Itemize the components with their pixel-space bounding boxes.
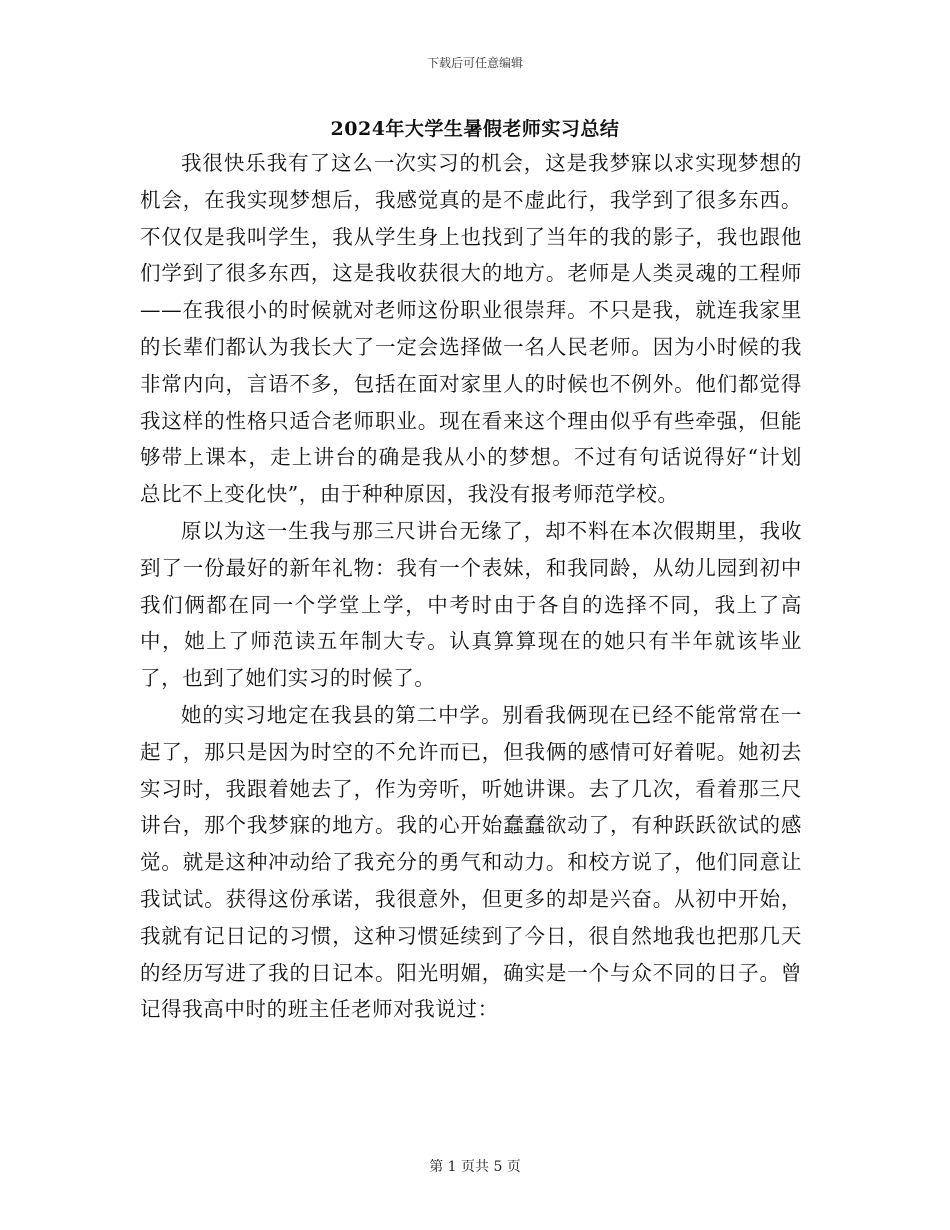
page-number: 第 1 页共 5 页 — [429, 1159, 521, 1175]
paragraph-1: 我很快乐我有了这么一次实习的机会，这是我梦寐以求实现梦想的机会，在我实现梦想后，我感觉真的是不虚此行，我学到了很多东西。不仅仅是我叫学生，我从学生身上也找到了当年的我的影子，我也跟他们学到了很多东西，这是我收获很大的地方。老师是人类灵魂的工程师——在我很小的时候就对老师这份职业很崇拜。不只是我，就连我家里的长辈们都认为我长大了一定会选择做一名人民老师。因为小时候的我非常内向，言语不多，包括在面对家里人的时候也不例外。他们都觉得我这样的性格只适合老师职业。现在看来这个理由似乎有些牵强，但能够带上课本，走上讲台的确是我从小的梦想。不过有句话说得好“计划总比不上变化快”，由于种种原因，我没有报考师范学校。 — [140, 151, 802, 507]
document-title: 2024年大学生暑假老师实习总结 — [330, 118, 620, 140]
paragraph-2: 原以为这一生我与那三尺讲台无缘了，却不料在本次假期里，我收到了一份最好的新年礼物：我有一个表妹，和我同龄，从幼儿园到初中我们俩都在同一个学堂上学，中考时由于各自的选择不同，我上了高中，她上了师范读五年制大专。认真算算现在的她只有半年就该毕业了，也到了她们实习的时候了。 — [140, 518, 802, 691]
paragraph-3: 她的实习地定在我县的第二中学。别看我俩现在已经不能常常在一起了，那只是因为时空的不允许而已，但我俩的感情可好着呢。她初去实习时，我跟着她去了，作为旁听，听她讲课。去了几次，看着那三尺讲台，那个我梦寐的地方。我的心开始蠢蠢欲动了，有种跃跃欲试的感觉。就是这种冲动给了我充分的勇气和动力。和校方说了，他们同意让我试试。获得这份承诺，我很意外，但更多的却是兴奋。从初中开始，我就有记日记的习惯，这种习惯延续到了今日，很自然地我也把那几天的经历写进了我的日记本。阳光明媚，确实是一个与众不同的日子。曾记得我高中时的班主任老师对我说过： — [140, 702, 802, 1022]
header-note: 下载后可任意编辑 — [426, 56, 523, 70]
document-body — [140, 145, 802, 1028]
